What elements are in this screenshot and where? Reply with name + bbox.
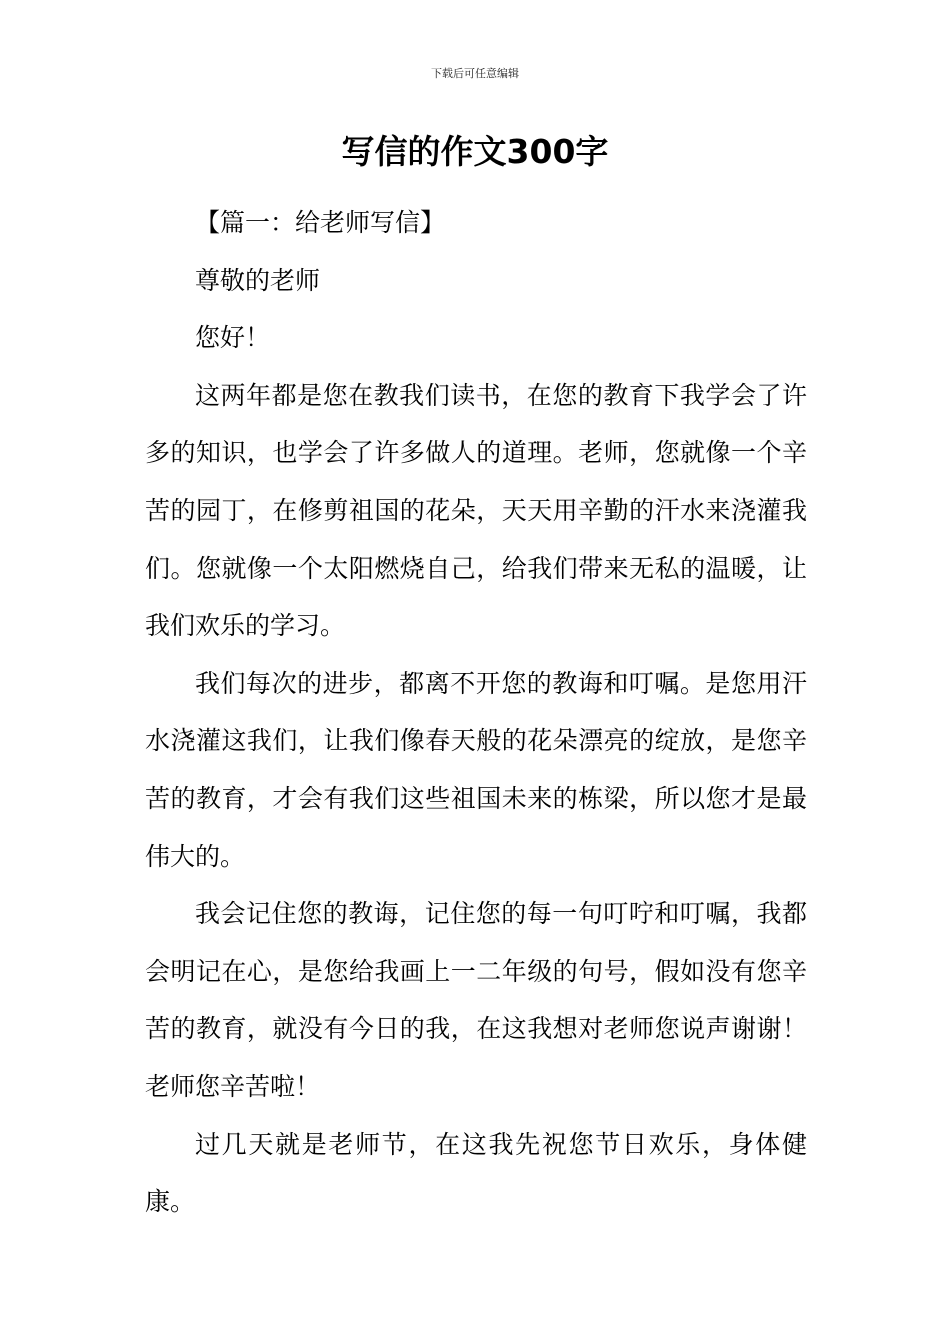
paragraph: 我们每次的进步，都离不开您的教诲和叮嘱。是您用汗水浇灌这我们，让我们像春天般的花朵漂亮的绽放，是您辛苦的教育，才会有我们这些祖国未来的栋梁，所以您才是最伟大的。 (145, 668, 807, 871)
greeting: 您好！ (195, 323, 271, 353)
document-body (145, 194, 807, 1231)
document-title: 写信的作文300字 (341, 132, 609, 171)
header-note: 下载后可任意编辑 (431, 67, 519, 80)
paragraph: 这两年都是您在教我们读书，在您的教育下我学会了许多的知识，也学会了许多做人的道理。老师，您就像一个辛苦的园丁，在修剪祖国的花朵，天天用辛勤的汗水来浇灌我们。您就像一个太阳燃烧自己，给我们带来无私的温暖，让我们欢乐的学习。 (145, 380, 807, 641)
salutation: 尊敬的老师 (195, 265, 321, 295)
section-heading: 【篇一：给老师写信】 (195, 208, 446, 237)
paragraph: 我会记住您的教诲，记住您的每一句叮咛和叮嘱，我都会明记在心，是您给我画上一二年级的句号，假如没有您辛苦的教育，就没有今日的我，在这我想对老师您说声谢谢！老师您辛苦啦！ (145, 899, 807, 1101)
paragraph: 过几天就是老师节，在这我先祝您节日欢乐，身体健康。 (145, 1129, 807, 1217)
